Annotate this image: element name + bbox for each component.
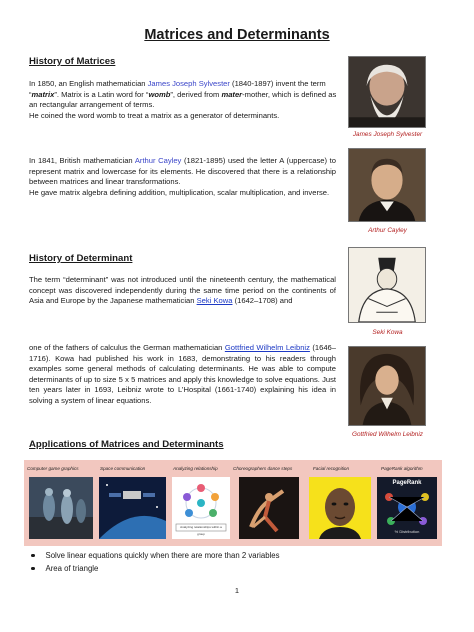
choreography-image	[239, 477, 299, 539]
list-item: Solve linear equations quickly when there are more than 2 variables	[31, 549, 280, 562]
cayley-name: Arthur Cayley	[134, 156, 182, 165]
app-label-computer-games: Computer game graphics	[27, 466, 79, 471]
seki-kowa-portrait	[348, 247, 426, 323]
sylvester-portrait	[348, 56, 426, 128]
heading-history-of-determinant: History of Determinant	[29, 253, 133, 264]
app-label-analyzing-relationship: Analyzing relationship	[173, 466, 218, 471]
pagerank-caption: % Distribution	[394, 529, 420, 534]
sylvester-caption: James Joseph Sylvester	[352, 131, 423, 138]
seki-kowa-link[interactable]: Seki Kowa	[196, 296, 233, 306]
pagerank-image	[377, 477, 437, 539]
relationship-analysis-image	[172, 477, 230, 539]
app-label-choreographers: Choreographers dance steps	[233, 466, 293, 471]
app-label-facial-recognition: Facial recognition	[313, 466, 350, 471]
leibniz-paragraph: one of the fathers of calculus the German mathematician Gottfried Wilhelm Leibniz (1646–1716). Kowa had published his work in 1683, demonstrating to his readers through examples some general methods of calculating determinants. He was able to compute determinants of up to size 5 x 5 matrices and apply this knowledge to solve equations. Just ten years later in 1693, Leibniz wrote to L’Hospital (1661-1740) explaining his idea in solving a system of linear equations.	[29, 343, 336, 405]
leibniz-portrait	[348, 346, 426, 426]
leibniz-caption: Gottfried Wilhelm Leibniz	[352, 431, 423, 438]
leibniz-link[interactable]: Gottfried Wilhelm Leibniz	[224, 343, 310, 352]
cayley-caption: Arthur Cayley	[368, 227, 407, 234]
sylvester-paragraph: In 1850, an English mathematician James Joseph Sylvester (1840-1897) invent the term “matrix”. Matrix is a Latin word for “womb”, derived from mater-mother, which is defined as an rectangular arrangement of terms. He coined the word womb to treat a matrix as a generator of determinants.	[29, 79, 337, 120]
cayley-portrait	[348, 148, 426, 222]
app-label-space-communication: Space communication	[100, 466, 146, 471]
relationship-caption: Analyzing relationships within a group	[180, 525, 222, 536]
cayley-paragraph: In 1841, British mathematician Arthur Cayley (1821-1895) used the letter A (uppercase) to represent matrix and lowercase for its elements. He discovered that there is a relationship between matrices and linear transformations. He gave matrix algebra defining addition, multiplication, scalar multiplication, and inverse.	[29, 156, 336, 197]
seki-kowa-caption: Seki Kowa	[372, 329, 403, 336]
facial-recognition-image	[309, 477, 371, 539]
pagerank-title: PageRank	[392, 480, 422, 486]
page-number: 1	[234, 586, 240, 595]
space-communication-image	[99, 477, 166, 539]
applications-bullet-list	[31, 549, 280, 575]
page-title: Matrices and Determinants	[144, 27, 330, 43]
heading-history-of-matrices: History of Matrices	[29, 56, 116, 67]
bullet-icon	[31, 567, 35, 571]
seki-kowa-paragraph: The term “determinant” was not introduced until the nineteenth century, the mathematical concept was discovered independently during the same time period on the continents of Asia and Europe by the Japanese mathematician Seki Kowa (1642–1708) and	[29, 275, 336, 306]
list-item: Area of triangle	[31, 562, 280, 575]
bullet-icon	[31, 554, 35, 558]
app-label-pagerank: PageRank algorithm	[381, 466, 423, 471]
game-graphics-image	[29, 477, 93, 539]
heading-applications: Applications of Matrices and Determinants	[29, 439, 224, 450]
sylvester-name: James Joseph Sylvester	[147, 79, 230, 88]
